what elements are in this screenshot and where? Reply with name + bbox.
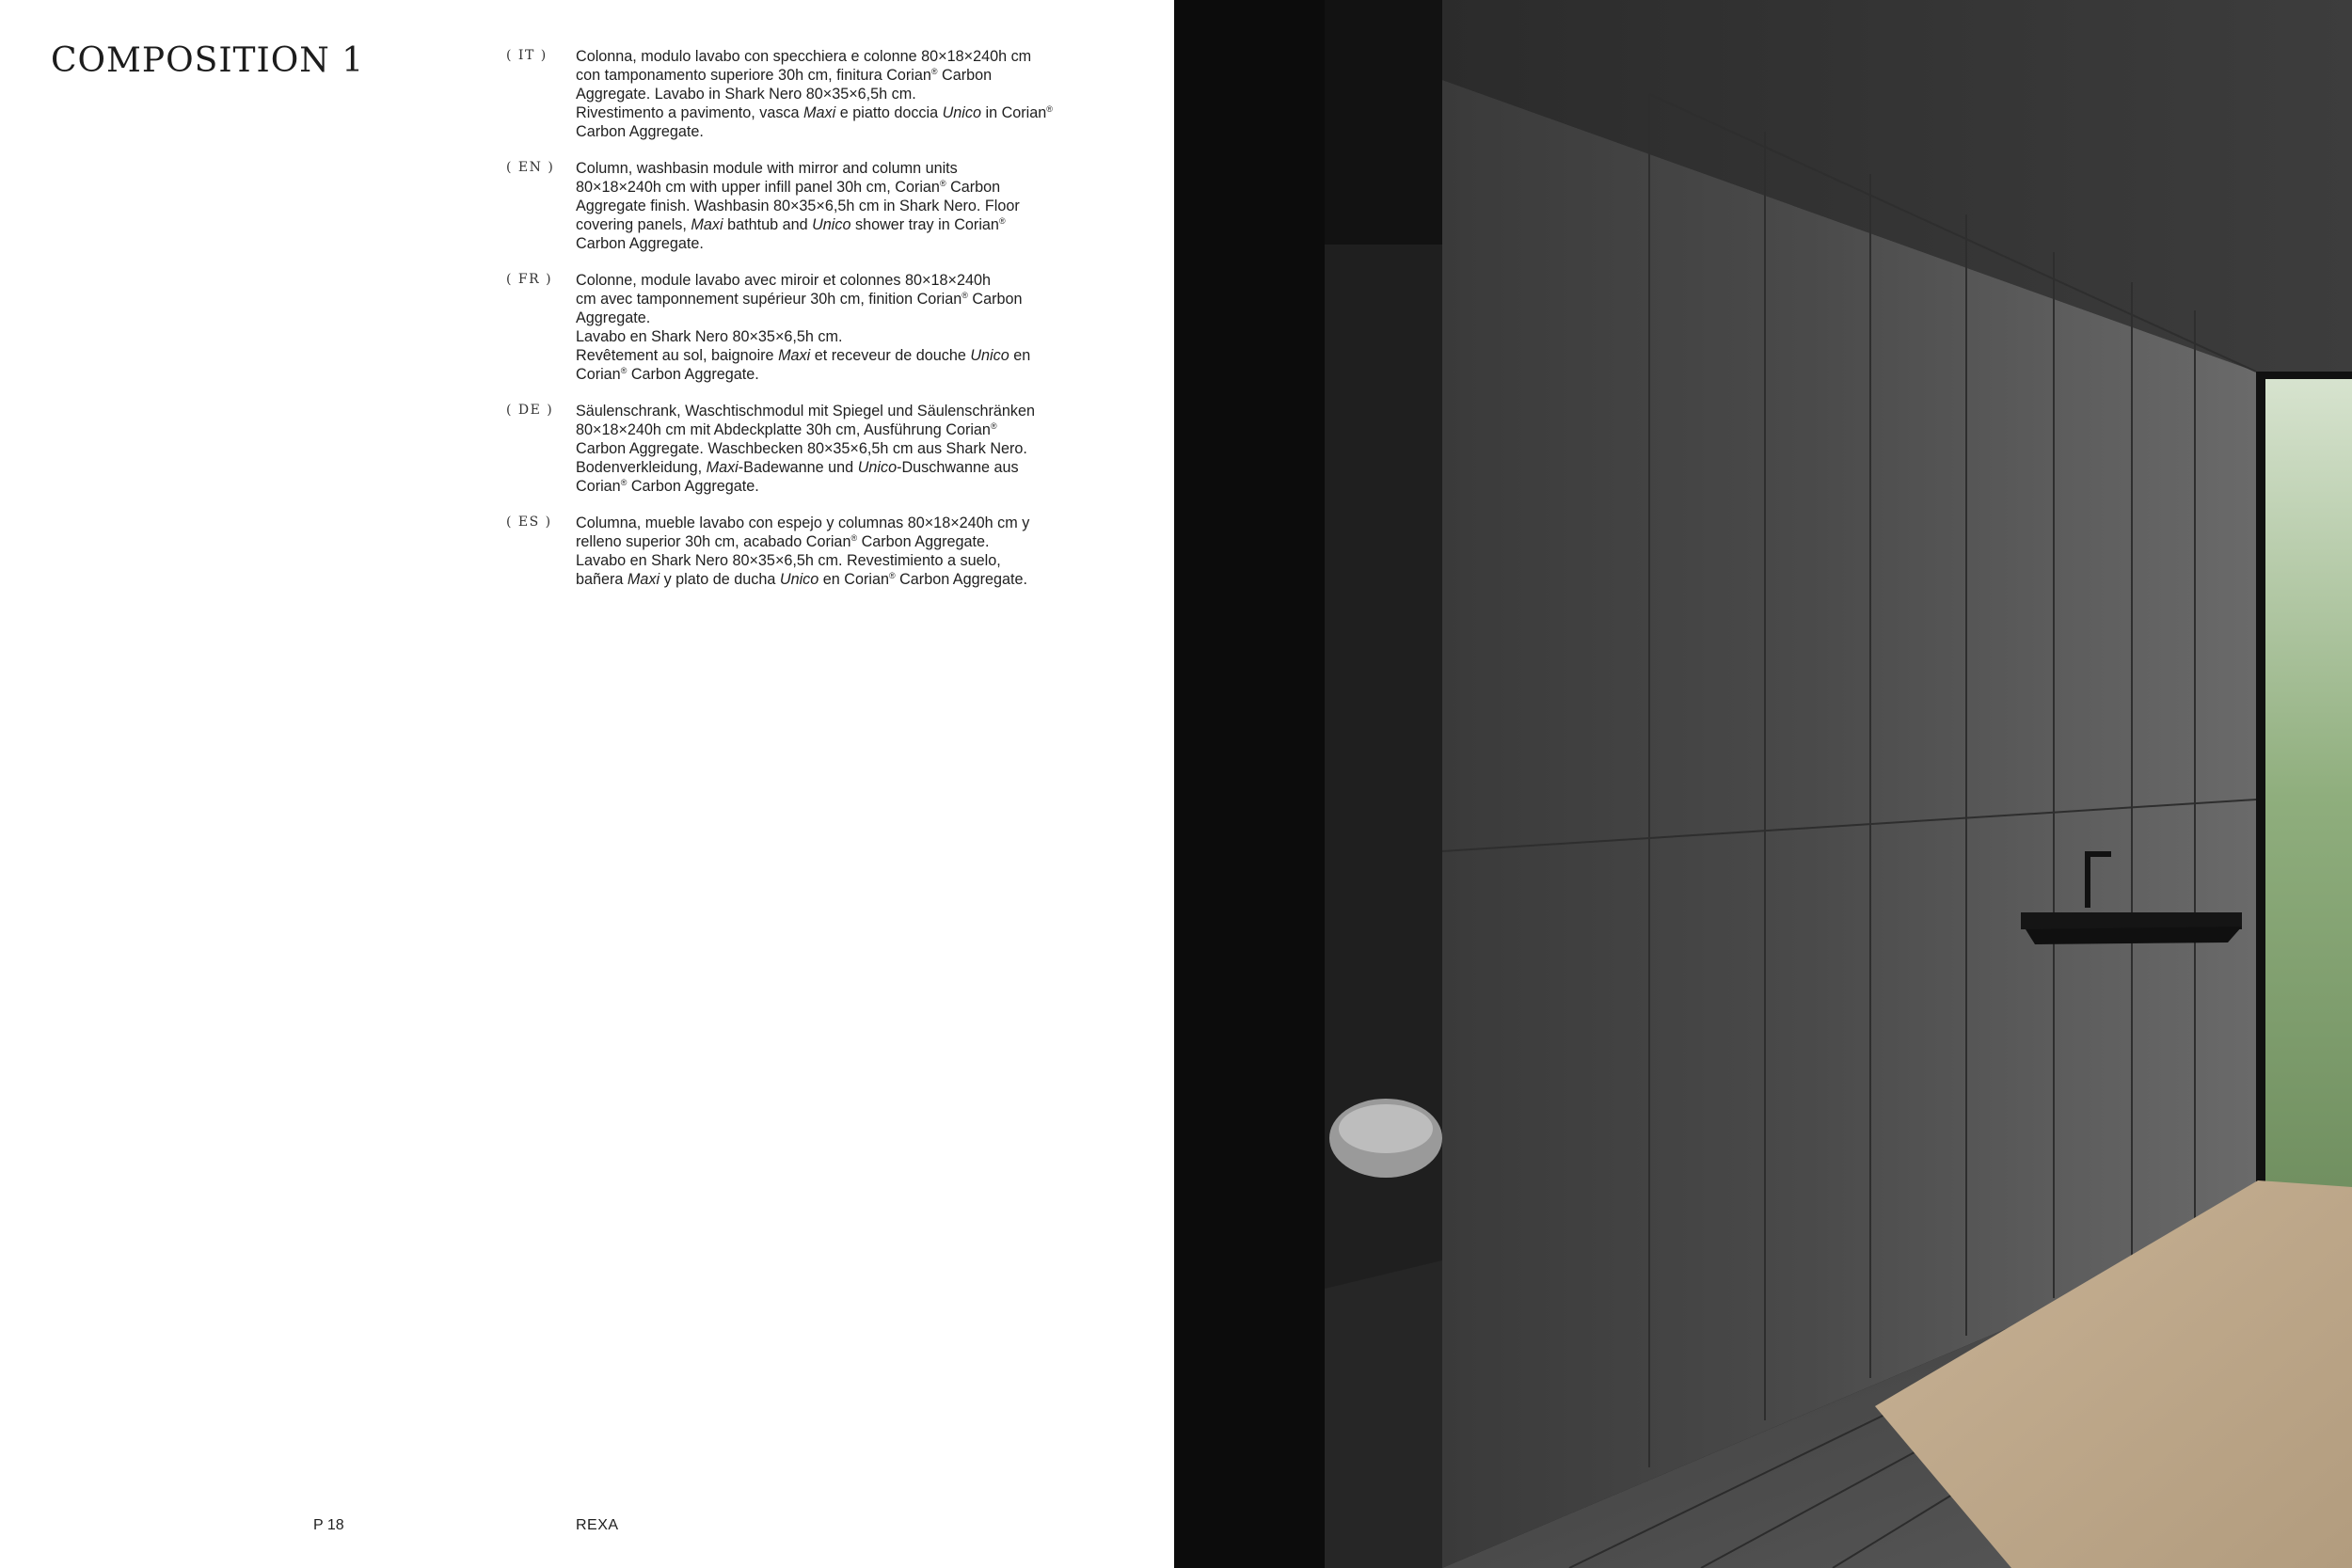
- description-line: Column, washbasin module with mirror and column units: [576, 160, 958, 177]
- description-line: bañera Maxi y plato de ducha Unico en Corian® Carbon Aggregate.: [576, 571, 1028, 588]
- description-line: Carbon Aggregate.: [576, 123, 704, 140]
- language-code: ( EN ): [506, 160, 555, 175]
- description-text: [576, 402, 1089, 496]
- language-code: ( FR ): [506, 272, 553, 287]
- description-line: Säulenschrank, Waschtischmodul mit Spiegel und Säulenschränken: [576, 403, 1035, 420]
- language-code: ( ES ): [506, 515, 552, 530]
- description-text: [576, 159, 1089, 253]
- description-line: relleno superior 30h cm, acabado Corian® Carbon Aggregate.: [576, 533, 990, 550]
- description-block: [506, 402, 1089, 496]
- language-code: ( IT ): [506, 48, 548, 63]
- description-blocks: [506, 47, 1089, 607]
- description-line: Colonne, module lavabo avec miroir et colonnes 80×18×240h: [576, 272, 991, 289]
- description-line: cm avec tamponnement supérieur 30h cm, finition Corian® Carbon: [576, 291, 1023, 308]
- description-text: [576, 271, 1089, 384]
- description-line: Bodenverkleidung, Maxi-Badewanne und Unico-Duschwanne aus: [576, 459, 1019, 476]
- description-line: Corian® Carbon Aggregate.: [576, 478, 759, 495]
- description-block: [506, 514, 1089, 589]
- description-line: Aggregate finish. Washbasin 80×35×6,5h cm in Shark Nero. Floor: [576, 198, 1020, 214]
- description-line: Aggregate. Lavabo in Shark Nero 80×35×6,5h cm.: [576, 86, 916, 103]
- description-line: 80×18×240h cm with upper infill panel 30h cm, Corian® Carbon: [576, 179, 1001, 196]
- language-code: ( DE ): [506, 403, 554, 418]
- bathroom-illustration: [1174, 0, 2352, 1568]
- description-line: Lavabo en Shark Nero 80×35×6,5h cm.: [576, 328, 843, 345]
- page-number: P 18: [313, 1517, 344, 1533]
- description-line: Columna, mueble lavabo con espejo y columnas 80×18×240h cm y: [576, 515, 1030, 531]
- description-line: Lavabo en Shark Nero 80×35×6,5h cm. Revestimiento a suelo,: [576, 552, 1001, 569]
- brand-name: REXA: [576, 1517, 619, 1533]
- description-line: con tamponamento superiore 30h cm, finitura Corian® Carbon: [576, 67, 993, 84]
- description-text: [576, 47, 1089, 141]
- description-line: Rivestimento a pavimento, vasca Maxi e piatto doccia Unico in Corian®: [576, 104, 1053, 121]
- description-block: [506, 47, 1089, 141]
- description-line: Corian® Carbon Aggregate.: [576, 366, 759, 383]
- text-page: [0, 0, 1174, 1568]
- description-block: [506, 271, 1089, 384]
- description-line: Carbon Aggregate.: [576, 235, 704, 252]
- description-line: 80×18×240h cm mit Abdeckplatte 30h cm, Ausführung Corian®: [576, 421, 997, 438]
- description-block: [506, 159, 1089, 253]
- bathroom-photo: [1174, 0, 2352, 1568]
- description-line: Colonna, modulo lavabo con specchiera e colonne 80×18×240h cm: [576, 48, 1032, 65]
- description-line: covering panels, Maxi bathtub and Unico shower tray in Corian®: [576, 216, 1006, 233]
- description-line: Revêtement au sol, baignoire Maxi et receveur de douche Unico en: [576, 347, 1031, 364]
- description-line: Carbon Aggregate. Waschbecken 80×35×6,5h cm aus Shark Nero.: [576, 440, 1027, 457]
- description-line: Aggregate.: [576, 309, 651, 326]
- page-title: COMPOSITION 1: [51, 41, 365, 80]
- description-text: [576, 514, 1089, 589]
